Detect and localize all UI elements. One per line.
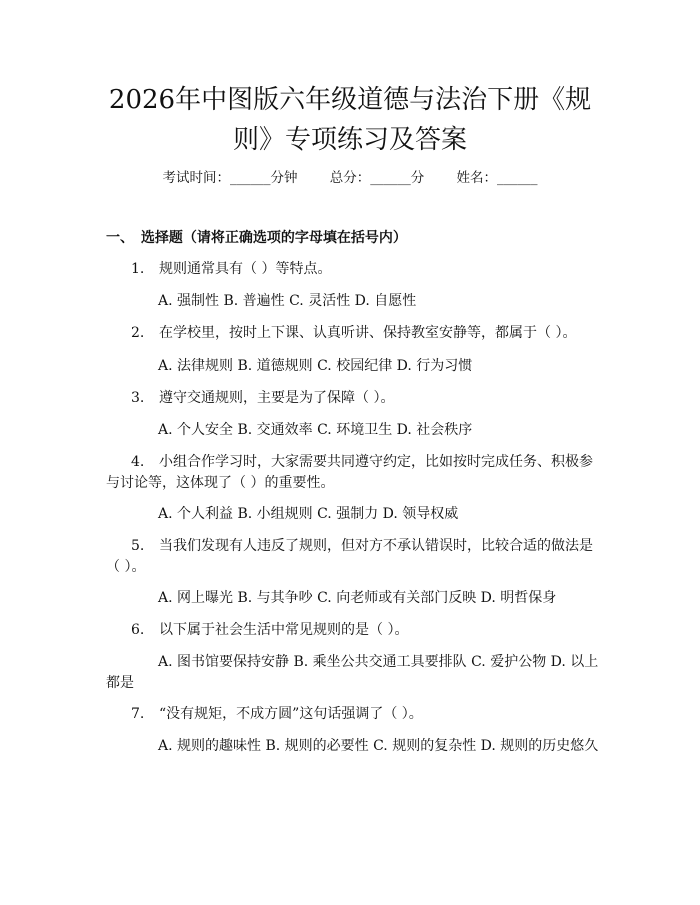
question-stem — [106, 620, 599, 641]
question-number: 5. — [131, 538, 145, 554]
question-options: A. 规则的趣味性 B. 规则的必要性 C. 规则的复杂性 D. 规则的历史悠久 — [158, 738, 599, 754]
question-stem — [106, 259, 599, 280]
question-text: 遵守交通规则，主要是为了保障（ ）。 — [159, 390, 395, 406]
question-stem — [106, 704, 599, 725]
question-number: 2. — [131, 325, 145, 341]
question-options: A. 个人安全 B. 交通效率 C. 环境卫生 D. 社会秩序 — [158, 422, 473, 438]
question-options: A. 网上曝光 B. 与其争吵 C. 向老师或有关部门反映 D. 明哲保身 — [158, 590, 557, 606]
question-number: 4. — [131, 454, 145, 470]
section-title: 选择题（请将正确选项的字母填在括号内） — [140, 230, 407, 246]
question-text: 以下属于社会生活中常见规则的是（ ）。 — [159, 622, 409, 638]
question-text: 当我们发现有人违反了规则，但对方不承认错误时，比较合适的做法是（ ）。 — [106, 538, 593, 575]
question-text: 规则通常具有（ ）等特点。 — [159, 261, 332, 277]
document-title: 2026年中图版六年级道德与法治下册《规则》专项练习及答案 — [108, 85, 592, 155]
question-options: A. 法律规则 B. 道德规则 C. 校园纪律 D. 行为习惯 — [158, 358, 473, 374]
question-options: A. 强制性 B. 普遍性 C. 灵活性 D. 自愿性 — [158, 293, 417, 309]
question-number: 3. — [131, 390, 145, 406]
exam-info — [0, 168, 700, 188]
total-score-field: 总分：______分 — [329, 170, 425, 186]
student-name-field: 姓名：______ — [456, 170, 538, 186]
question-stem — [106, 323, 599, 344]
question-options: A. 图书馆要保持安静 B. 乘坐公共交通工具要排队 C. 爱护公物 D. 以上都是 — [106, 654, 599, 691]
question-stem — [106, 452, 599, 494]
question-number: 7. — [131, 706, 145, 722]
question-number: 1. — [131, 261, 145, 277]
question-text: 小组合作学习时，大家需要共同遵守约定，比如按时完成任务、积极参与讨论等，这体现了（ ）的重要性。 — [106, 454, 593, 491]
exam-time-field: 考试时间：______分钟 — [162, 170, 298, 186]
question-text: 在学校里，按时上下课、认真听讲、保持教室安静等，都属于（ ）。 — [159, 325, 577, 341]
question-stem — [106, 536, 599, 578]
question-text: “没有规矩，不成方圆”这句话强调了（ ）。 — [159, 706, 423, 722]
section-number: 一、 — [106, 230, 134, 246]
question-options: A. 个人利益 B. 小组规则 C. 强制力 D. 领导权威 — [158, 506, 459, 522]
section-heading — [106, 228, 407, 248]
question-stem — [106, 388, 599, 409]
question-number: 6. — [131, 622, 145, 638]
